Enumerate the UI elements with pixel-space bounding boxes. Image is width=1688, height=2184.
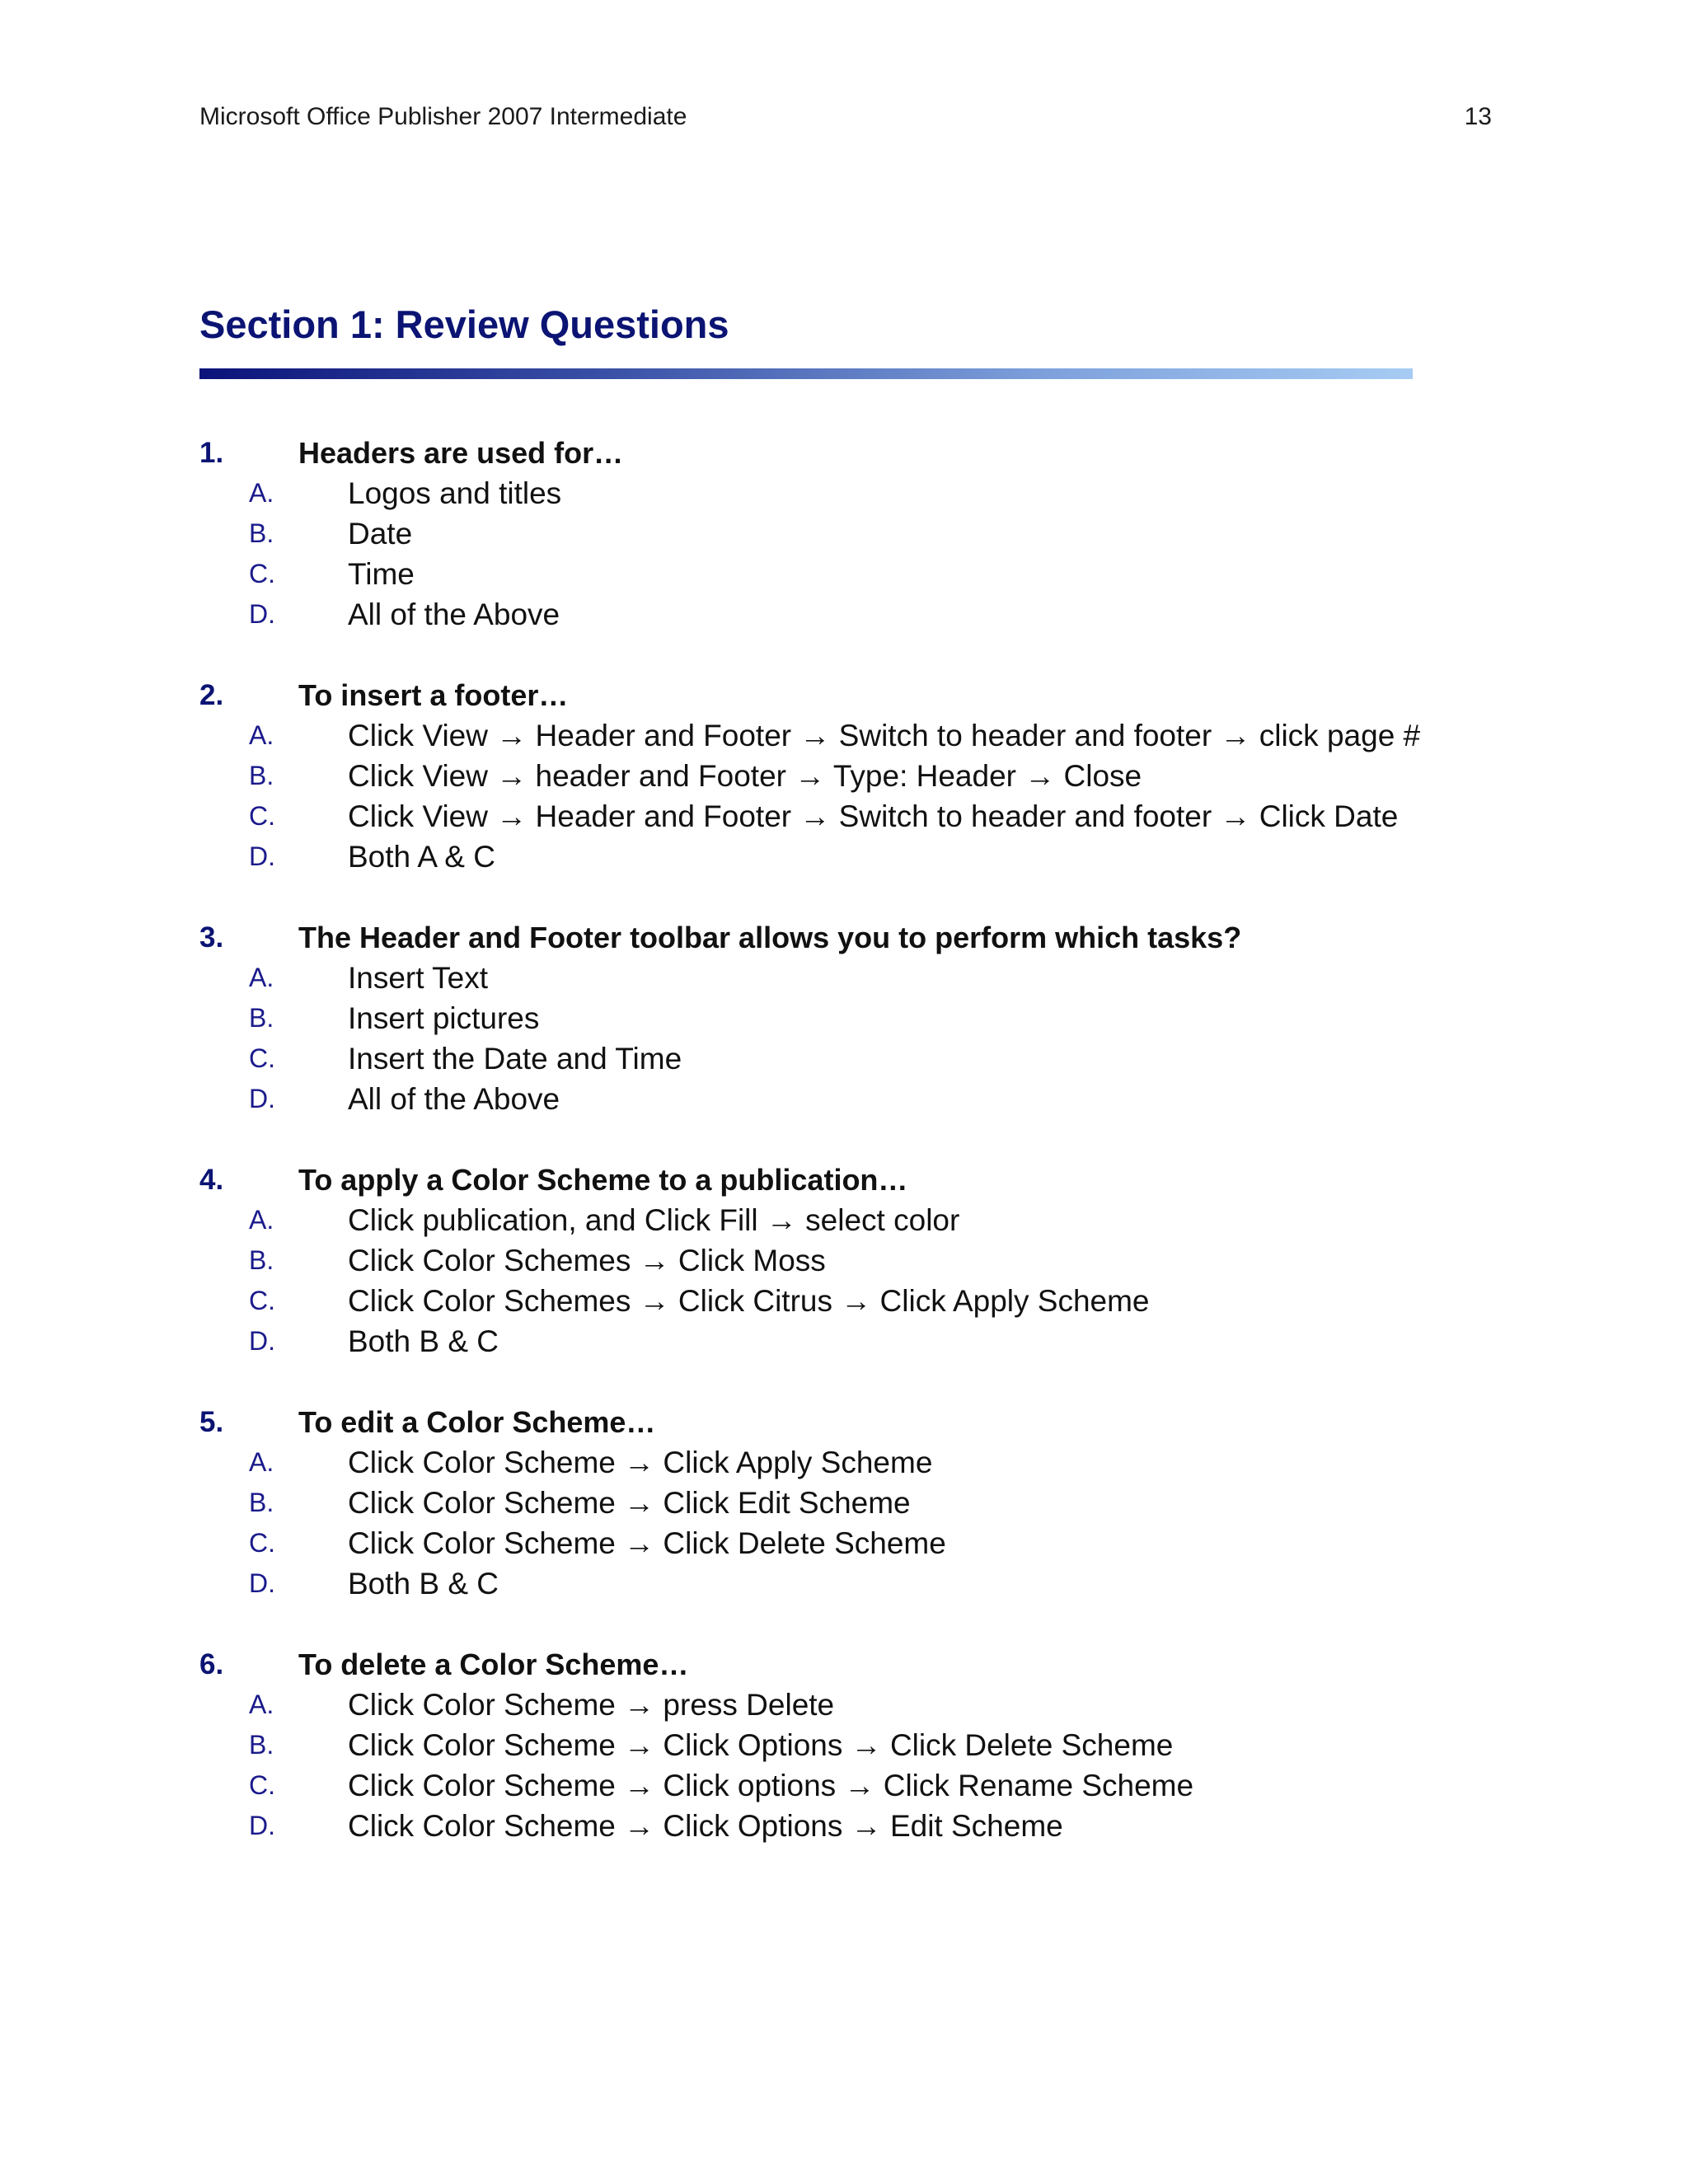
question-row <box>199 917 1518 958</box>
option-text: Click View → header and Footer → Type: Header → Close <box>348 759 1142 793</box>
answer-option <box>199 1806 1518 1846</box>
option-letter: A. <box>249 1205 274 1235</box>
option-letter: A. <box>249 963 274 992</box>
answer-option <box>199 1281 1518 1321</box>
option-text: All of the Above <box>348 1082 560 1116</box>
question-text: To delete a Color Scheme… <box>298 1647 689 1681</box>
option-text: Click Color Scheme → Click Delete Scheme <box>348 1526 946 1560</box>
option-text: Click Color Scheme → Click options → Click Rename Scheme <box>348 1769 1194 1802</box>
option-letter: B. <box>249 1488 274 1517</box>
question-row <box>199 1160 1518 1200</box>
document-title: Microsoft Office Publisher 2007 Intermediate <box>199 103 687 130</box>
option-text: Insert pictures <box>348 1001 540 1035</box>
option-letter: C. <box>249 1043 275 1073</box>
answer-option <box>199 1483 1518 1523</box>
answer-option <box>199 1523 1518 1563</box>
question-number: 3. <box>199 921 224 954</box>
question-number: 4. <box>199 1164 224 1196</box>
title-rule <box>199 368 1413 379</box>
option-letter: A. <box>249 720 274 750</box>
option-text: Both B & C <box>348 1567 499 1601</box>
answer-option <box>199 554 1518 594</box>
question-row <box>199 433 1518 473</box>
answer-option <box>199 1725 1518 1765</box>
option-letter: D. <box>249 841 275 871</box>
answer-option <box>199 1765 1518 1806</box>
answer-option <box>199 998 1518 1038</box>
option-letter: C. <box>249 801 275 831</box>
answer-option <box>199 473 1518 513</box>
question-text: To insert a footer… <box>298 678 569 712</box>
option-text: Time <box>348 557 415 591</box>
answer-option <box>199 1685 1518 1725</box>
section-title: Section 1: Review Questions <box>199 302 729 346</box>
question-6 <box>199 1644 1518 1846</box>
answer-option <box>199 1240 1518 1281</box>
option-text: Click View → Header and Footer → Switch to header and footer → click page # <box>348 719 1421 752</box>
option-text: Date <box>348 517 413 551</box>
option-letter: D. <box>249 1568 275 1598</box>
option-letter: B. <box>249 1003 274 1033</box>
option-letter: A. <box>249 1690 274 1719</box>
question-row <box>199 1644 1518 1685</box>
answer-option <box>199 1079 1518 1119</box>
questions-list <box>199 433 1518 1886</box>
option-text: Click Color Schemes → Click Moss <box>348 1244 826 1277</box>
question-text: The Header and Footer toolbar allows you to perform which tasks? <box>298 921 1242 954</box>
question-3 <box>199 917 1518 1119</box>
answer-option <box>199 1321 1518 1361</box>
option-letter: D. <box>249 1811 275 1840</box>
option-letter: B. <box>249 1245 274 1275</box>
answer-option <box>199 1563 1518 1604</box>
option-text: Logos and titles <box>348 476 562 510</box>
question-1 <box>199 433 1518 635</box>
answer-option <box>199 1200 1518 1240</box>
option-text: Click Color Scheme → press Delete <box>348 1688 835 1722</box>
question-row <box>199 675 1518 715</box>
option-text: Click Color Scheme → Click Options → Edit Scheme <box>348 1809 1063 1843</box>
question-text: To edit a Color Scheme… <box>298 1405 656 1439</box>
option-letter: C. <box>249 559 275 588</box>
option-letter: A. <box>249 1447 274 1477</box>
answer-option <box>199 837 1518 877</box>
question-text: To apply a Color Scheme to a publication… <box>298 1163 908 1197</box>
option-text: Both B & C <box>348 1324 499 1358</box>
answer-option <box>199 594 1518 635</box>
option-text: All of the Above <box>348 598 560 631</box>
option-text: Both A & C <box>348 840 495 874</box>
answer-option <box>199 513 1518 554</box>
question-text: Headers are used for… <box>298 436 624 470</box>
question-5 <box>199 1402 1518 1604</box>
option-text: Click Color Schemes → Click Citrus → Click Apply Scheme <box>348 1284 1150 1318</box>
option-letter: A. <box>249 478 274 508</box>
option-letter: D. <box>249 1326 275 1356</box>
option-letter: D. <box>249 599 275 629</box>
question-number: 2. <box>199 679 224 711</box>
answer-option <box>199 958 1518 998</box>
question-number: 5. <box>199 1406 224 1438</box>
answer-option <box>199 1038 1518 1079</box>
option-letter: B. <box>249 761 274 790</box>
option-text: Click Color Scheme → Click Options → Click Delete Scheme <box>348 1728 1174 1762</box>
question-number: 6. <box>199 1648 224 1680</box>
question-4 <box>199 1160 1518 1361</box>
option-letter: C. <box>249 1770 275 1800</box>
question-row <box>199 1402 1518 1442</box>
page-number: 13 <box>1464 103 1492 130</box>
answer-option <box>199 756 1518 796</box>
answer-option <box>199 715 1518 756</box>
question-number: 1. <box>199 437 224 469</box>
option-letter: C. <box>249 1528 275 1558</box>
option-letter: D. <box>249 1084 275 1113</box>
question-2 <box>199 675 1518 877</box>
option-letter: B. <box>249 1730 274 1760</box>
option-text: Insert the Date and Time <box>348 1042 682 1076</box>
option-text: Insert Text <box>348 961 489 995</box>
option-text: Click View → Header and Footer → Switch to header and footer → Click Date <box>348 799 1399 833</box>
option-text: Click Color Scheme → Click Edit Scheme <box>348 1486 911 1520</box>
option-letter: B. <box>249 518 274 548</box>
running-header <box>199 101 1492 134</box>
option-text: Click publication, and Click Fill → select color <box>348 1203 960 1237</box>
answer-option <box>199 796 1518 837</box>
option-letter: C. <box>249 1286 275 1315</box>
answer-option <box>199 1442 1518 1483</box>
option-text: Click Color Scheme → Click Apply Scheme <box>348 1446 933 1479</box>
